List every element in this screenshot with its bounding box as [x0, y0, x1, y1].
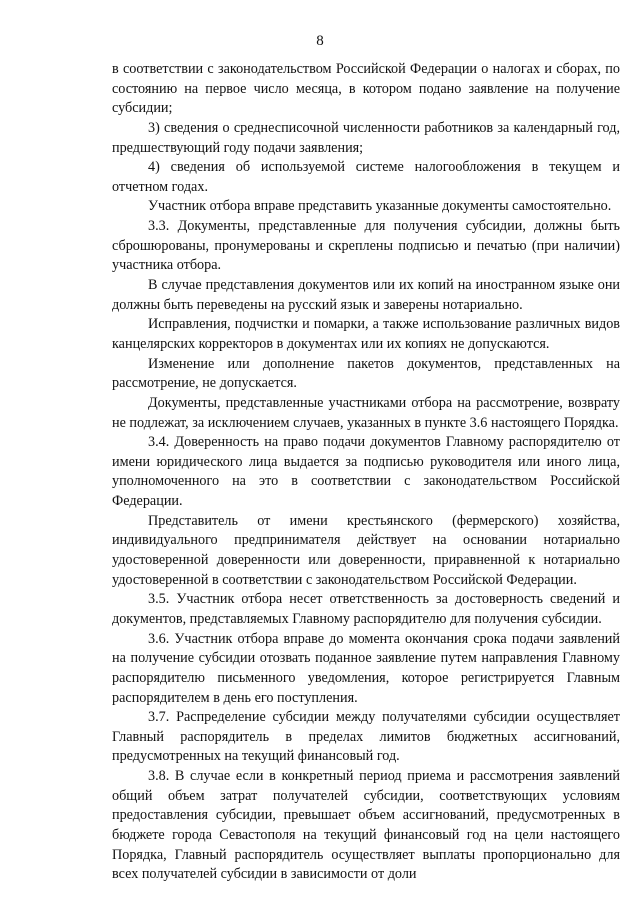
paragraph: 3.7. Распределение субсидии между получателями субсидии осуществляет Главный распорядитель в пределах лимитов бюджетных ассигнований, предусмотренных на текущий финансовый год.	[112, 709, 620, 765]
paragraph: 3.6. Участник отбора вправе до момента окончания срока подачи заявлений на получение субсидии отозвать поданное заявление путем направления Главному распорядителю письменного уведомления, которое регистрируется Главным распорядителем в день его поступления.	[112, 630, 620, 706]
paragraph: Документы, представленные участниками отбора на рассмотрение, возврату не подлежат, за исключением случаев, указанных в пункте 3.6 настоящего Порядка.	[112, 394, 620, 431]
paragraph: Исправления, подчистки и помарки, а также использование различных видов канцелярских корректоров в документах или их копиях не допускаются.	[112, 316, 620, 352]
paragraph: 3.8. В случае если в конкретный период приема и рассмотрения заявлений общий объем затрат получателей субсидии, соответствующих условиям предоставления субсидии, превышает объем ассигнований, предусмотренных в бюджете города Севастополя на текущий финансовый год на цели настоящего Порядка, Главный распорядитель осуществляет выплаты пропорционально для всех получателей субсидии в зависимости от доли	[112, 768, 620, 883]
paragraph: 3.5. Участник отбора несет ответственность за достоверность сведений и документов, представляемых Главному распорядителю для получения субсидии.	[112, 591, 620, 627]
paragraph: Участник отбора вправе представить указанные документы самостоятельно.	[148, 198, 612, 215]
paragraph: В случае представления документов или их копий на иностранном языке они должны быть переведены на русский язык и заверены нотариально.	[112, 277, 620, 313]
paragraph: Представитель от имени крестьянского (фермерского) хозяйства, индивидуального предпринимателя действует на основании нотариально удостоверенной доверенности или доверенности, приравненной к нотариально удостоверенной в соответствии с законодательством Российской Федерации.	[112, 512, 620, 588]
paragraph: в соответствии с законодательством Российской Федерации о налогах и сборах, по состоянию на первое число месяца, в котором подано заявление на получение субсидии;	[112, 61, 620, 117]
page-number: 8	[316, 33, 324, 49]
paragraph: 3.4. Доверенность на право подачи документов Главному распорядителю от имени юридического лица выдается за подписью руководителя или иного лица, уполномоченного на это в соответствии с законодательством Российской Федерации.	[112, 434, 620, 510]
paragraph: Изменение или дополнение пакетов документов, представленных на рассмотрение, не допускается.	[112, 355, 620, 392]
paragraph: 3) сведения о среднесписочной численности работников за календарный год, предшествующий году подачи заявления;	[112, 119, 620, 156]
paragraph: 3.3. Документы, представленные для получения субсидии, должны быть сброшюрованы, пронумерованы и скреплены подписью и печатью (при наличии) участника отбора.	[112, 218, 620, 274]
paragraph: 4) сведения об используемой системе налогообложения в текущем и отчетном годах.	[112, 159, 620, 195]
document-body	[112, 60, 620, 885]
